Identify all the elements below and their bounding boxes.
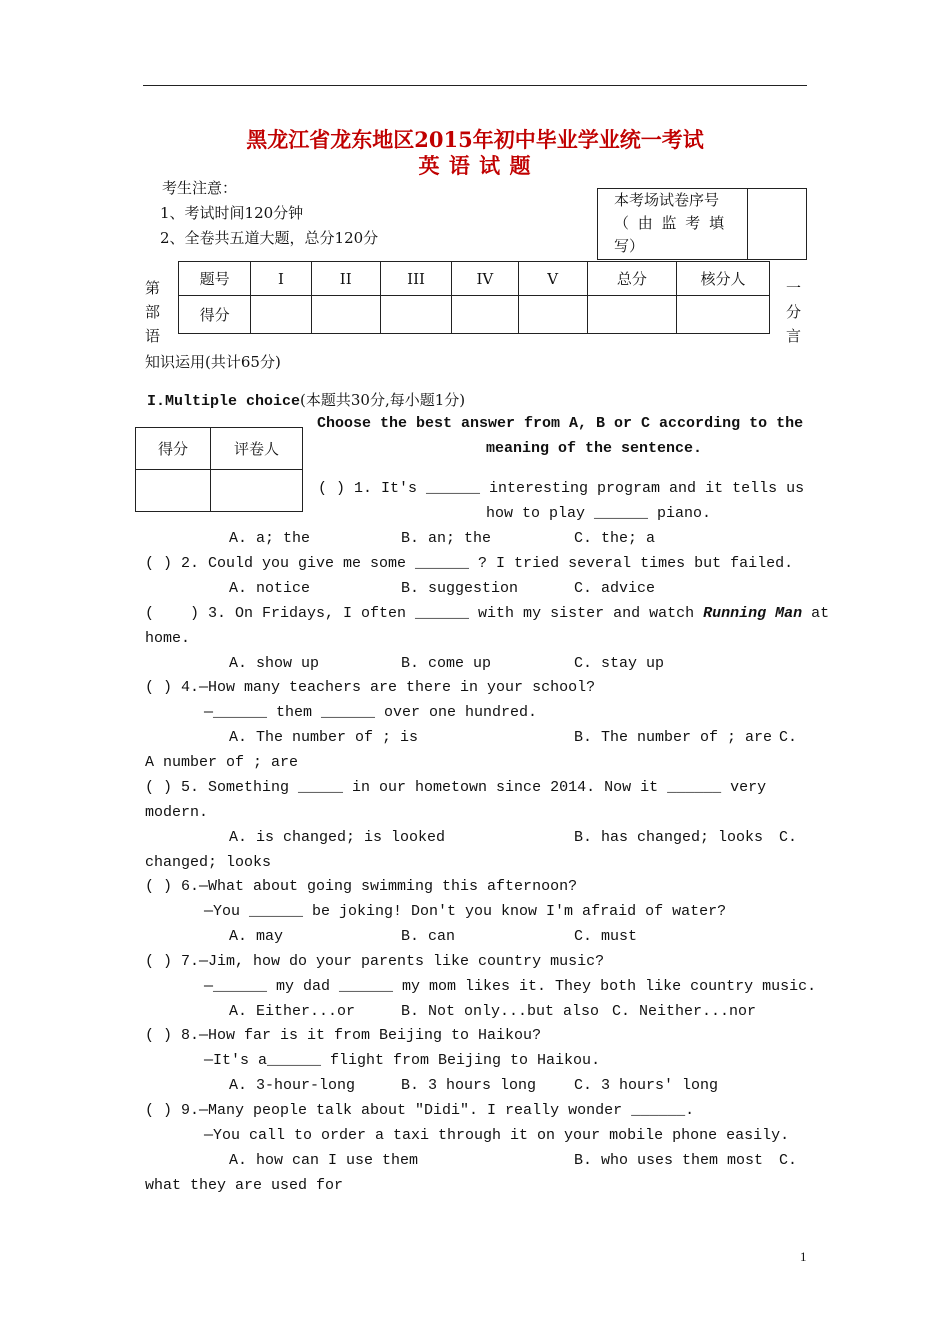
instruction-line2: meaning of the sentence. <box>486 440 703 457</box>
score-table-row-label: 题号 <box>179 262 251 296</box>
question-5-option-b[interactable]: B. has changed; looks <box>574 829 764 846</box>
score-table-col: IV <box>452 262 518 296</box>
question-9-option-c-label: C. <box>779 1152 798 1169</box>
question-9-option-b[interactable]: B. who uses them most <box>574 1152 764 1169</box>
question-9-stem: ( ) 9.—Many people talk about "Didi". I really wonder ______. <box>145 1102 695 1119</box>
question-1-option-c[interactable]: C. the; a <box>574 530 656 547</box>
question-7-option-c[interactable]: C. Neither...nor <box>612 1003 757 1020</box>
part-label-char: 第 <box>145 279 161 297</box>
question-3-stem <box>145 605 829 622</box>
question-9-option-c[interactable]: what they are used for <box>145 1177 344 1194</box>
score-cell[interactable] <box>311 296 380 334</box>
question-8-option-b[interactable]: B. 3 hours long <box>401 1077 537 1094</box>
question-3-show-title: Running Man <box>703 605 803 622</box>
question-4-option-c[interactable]: A number of ; are <box>145 754 299 771</box>
section-title: I.Multiple choice <box>147 393 301 410</box>
question-1-option-a[interactable]: A. a; the <box>229 530 311 547</box>
score-cell[interactable] <box>676 296 769 334</box>
question-3-option-b[interactable]: B. come up <box>401 655 492 672</box>
question-2-stem: ( ) 2. Could you give me some ______ ? I tried several times but failed. <box>145 555 794 572</box>
question-9-stem-cont: —You call to order a taxi through it on your mobile phone easily. <box>204 1127 790 1144</box>
question-9-option-a[interactable]: A. how can I use them <box>229 1152 419 1169</box>
question-4-option-c-label: C. <box>779 729 798 746</box>
question-4-stem-cont: —______ them ______ over one hundred. <box>204 704 538 721</box>
notice-item-total: 2、全卷共五道大题，总分120分 <box>160 229 379 247</box>
score-table-col: III <box>380 262 451 296</box>
part-label-char: 分 <box>786 303 802 321</box>
question-3-option-a[interactable]: A. show up <box>229 655 320 672</box>
question-6-stem-cont: —You ______ be joking! Don't you know I'm afraid of water? <box>204 903 727 920</box>
serial-box-line3: 写） <box>614 237 645 255</box>
score-cell[interactable] <box>251 296 311 334</box>
question-7-option-b[interactable]: B. Not only...but also <box>401 1003 600 1020</box>
header-rule <box>143 85 807 86</box>
part-label-vertical <box>145 276 160 348</box>
part-label-char: 一 <box>786 279 802 297</box>
score-cell[interactable] <box>380 296 451 334</box>
question-7-stem-cont: —______ my dad ______ my mom likes it. They both like country music. <box>204 978 817 995</box>
question-5-option-c[interactable]: changed; looks <box>145 854 272 871</box>
score-cell[interactable] <box>587 296 676 334</box>
score-table-row-label: 得分 <box>179 296 251 334</box>
exam-subtitle: 英 语 试 题 <box>418 153 532 178</box>
question-4-option-b[interactable]: B. The number of ; are <box>574 729 773 746</box>
question-3-option-c[interactable]: C. stay up <box>574 655 665 672</box>
question-8-option-c[interactable]: C. 3 hours' long <box>574 1077 719 1094</box>
question-4-stem: ( ) 4.—How many teachers are there in your school? <box>145 679 596 696</box>
question-1-option-b[interactable]: B. an; the <box>401 530 492 547</box>
question-3-stem-end: at <box>802 605 830 622</box>
score-table-header-row <box>179 262 770 296</box>
serial-number-cell[interactable] <box>748 189 807 260</box>
question-8-stem-cont: —It's a______ flight from Beijing to Haikou. <box>204 1052 601 1069</box>
grader-score-label: 得分 <box>136 428 211 470</box>
grader-name-cell[interactable] <box>211 470 303 512</box>
question-2-option-a[interactable]: A. notice <box>229 580 311 597</box>
question-7-option-a[interactable]: A. Either...or <box>229 1003 356 1020</box>
serial-box-line2: （ 由 监 考 填 <box>614 214 727 232</box>
part-one-heading: 知识运用(共计65分) <box>145 353 281 371</box>
score-cell[interactable] <box>518 296 587 334</box>
question-1-stem: ( ) 1. It's ______ interesting program and it tells us <box>318 480 805 497</box>
question-5-option-a[interactable]: A. is changed; is looked <box>229 829 446 846</box>
score-table-col: 核分人 <box>676 262 769 296</box>
score-table-col: I <box>251 262 311 296</box>
exam-title: 黑龙江省龙东地区2015年初中毕业学业统一考试 <box>246 127 704 152</box>
section-heading <box>147 389 465 410</box>
question-3-stem-text: ( ) 3. On Fridays, I often ______ with my sister and watch <box>145 605 704 622</box>
question-8-option-a[interactable]: A. 3-hour-long <box>229 1077 356 1094</box>
instruction-line1: Choose the best answer from A, B or C according to the <box>317 415 804 432</box>
serial-number-box <box>597 188 807 260</box>
part-label-vertical-right <box>786 276 801 348</box>
grader-box <box>135 427 303 512</box>
score-table <box>178 261 770 334</box>
question-2-option-b[interactable]: B. suggestion <box>401 580 519 597</box>
question-6-option-a[interactable]: A. may <box>229 928 284 945</box>
question-2-option-c[interactable]: C. advice <box>574 580 656 597</box>
score-table-col: II <box>311 262 380 296</box>
question-6-option-c[interactable]: C. must <box>574 928 638 945</box>
section-note: (本题共30分,每小题1分) <box>300 391 466 409</box>
notice-heading: 考生注意： <box>162 179 238 197</box>
grader-score-cell[interactable] <box>136 470 211 512</box>
score-table-col: 总分 <box>587 262 676 296</box>
question-7-stem: ( ) 7.—Jim, how do your parents like country music? <box>145 953 605 970</box>
question-3-stem-cont: home. <box>145 630 191 647</box>
part-label-char: 言 <box>786 327 802 345</box>
score-table-col: V <box>518 262 587 296</box>
question-1-stem-cont: how to play ______ piano. <box>486 505 712 522</box>
score-cell[interactable] <box>452 296 518 334</box>
part-label-char: 语 <box>145 327 161 345</box>
question-6-stem: ( ) 6.—What about going swimming this afternoon? <box>145 878 578 895</box>
notice-item-time: 1、考试时间120分钟 <box>160 204 304 222</box>
question-8-stem: ( ) 8.—How far is it from Beijing to Haikou? <box>145 1027 542 1044</box>
part-label-char: 部 <box>145 303 161 321</box>
score-table-score-row <box>179 296 770 334</box>
question-5-stem-cont: modern. <box>145 804 209 821</box>
question-5-stem: ( ) 5. Something _____ in our hometown since 2014. Now it ______ very <box>145 779 767 796</box>
serial-box-line1: 本考场试卷序号 <box>614 191 720 209</box>
grader-name-label: 评卷人 <box>211 428 303 470</box>
question-6-option-b[interactable]: B. can <box>401 928 456 945</box>
page-number: 1 <box>800 1249 807 1264</box>
question-4-option-a[interactable]: A. The number of ; is <box>229 729 419 746</box>
question-5-option-c-label: C. <box>779 829 798 846</box>
